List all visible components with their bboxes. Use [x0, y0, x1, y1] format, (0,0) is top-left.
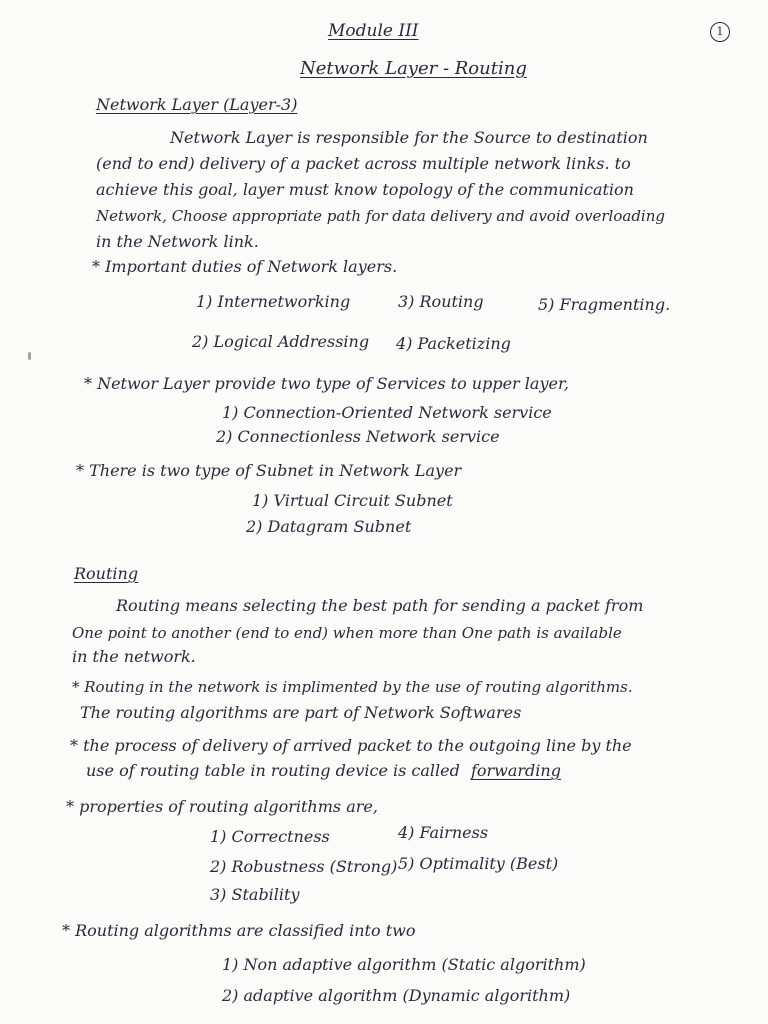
duty-item: 1) Internetworking	[196, 292, 351, 311]
paragraph-line: (end to end) delivery of a packet across multiple network links. to	[96, 154, 631, 173]
class-item: 2) adaptive algorithm (Dynamic algorithm)	[222, 986, 571, 1005]
classified-heading: * Routing algorithms are classified into two	[62, 921, 416, 940]
property-item: 2) Robustness (Strong)	[210, 857, 398, 876]
page-title: Network Layer - Routing	[300, 58, 527, 79]
paragraph-line: in the network.	[72, 647, 196, 666]
subnet-heading: * There is two type of Subnet in Network Layer	[76, 461, 462, 480]
page-number: 1	[710, 22, 730, 42]
service-item: 2) Connectionless Network service	[216, 427, 500, 446]
duty-item: 5) Fragmenting.	[538, 295, 671, 314]
paragraph-line: achieve this goal, layer must know topology of the communication	[96, 180, 634, 199]
subnet-item: 2) Datagram Subnet	[246, 517, 412, 536]
services-heading: * Networ Layer provide two type of Services to upper layer,	[84, 374, 569, 393]
subnet-item: 1) Virtual Circuit Subnet	[252, 491, 453, 510]
section-heading-network-layer: Network Layer (Layer-3)	[96, 95, 298, 114]
ink-mark	[28, 352, 31, 360]
routing-point: * Routing in the network is implimented by the use of routing algorithms.	[72, 678, 633, 696]
duty-item: 3) Routing	[398, 292, 484, 311]
properties-heading: * properties of routing algorithms are,	[66, 797, 378, 816]
property-item: 3) Stability	[210, 885, 300, 904]
routing-point: * the process of delivery of arrived packet to the outgoing line by the	[70, 736, 632, 755]
paragraph-line: Routing means selecting the best path for sending a packet from	[116, 596, 644, 615]
routing-point: use of routing table in routing device is called forwarding	[86, 761, 561, 780]
module-title: Module III	[328, 21, 419, 41]
paragraph-line: Network, Choose appropriate path for data delivery and avoid overloading	[96, 207, 665, 225]
paragraph-line: in the Network link.	[96, 232, 259, 251]
property-item: 1) Correctness	[210, 827, 330, 846]
property-item: 4) Fairness	[398, 823, 489, 842]
duties-heading: * Important duties of Network layers.	[92, 257, 398, 276]
property-item: 5) Optimality (Best)	[398, 854, 559, 873]
duty-item: 4) Packetizing	[396, 334, 511, 353]
paragraph-line: One point to another (end to end) when more than One path is available	[72, 624, 622, 642]
section-heading-routing: Routing	[74, 564, 139, 583]
class-item: 1) Non adaptive algorithm (Static algorithm)	[222, 955, 586, 974]
routing-point: The routing algorithms are part of Network Softwares	[80, 703, 522, 722]
duty-item: 2) Logical Addressing	[192, 332, 370, 351]
paragraph-line: Network Layer is responsible for the Source to destination	[170, 128, 648, 147]
forwarding-term: forwarding	[470, 761, 561, 780]
service-item: 1) Connection-Oriented Network service	[222, 403, 552, 422]
